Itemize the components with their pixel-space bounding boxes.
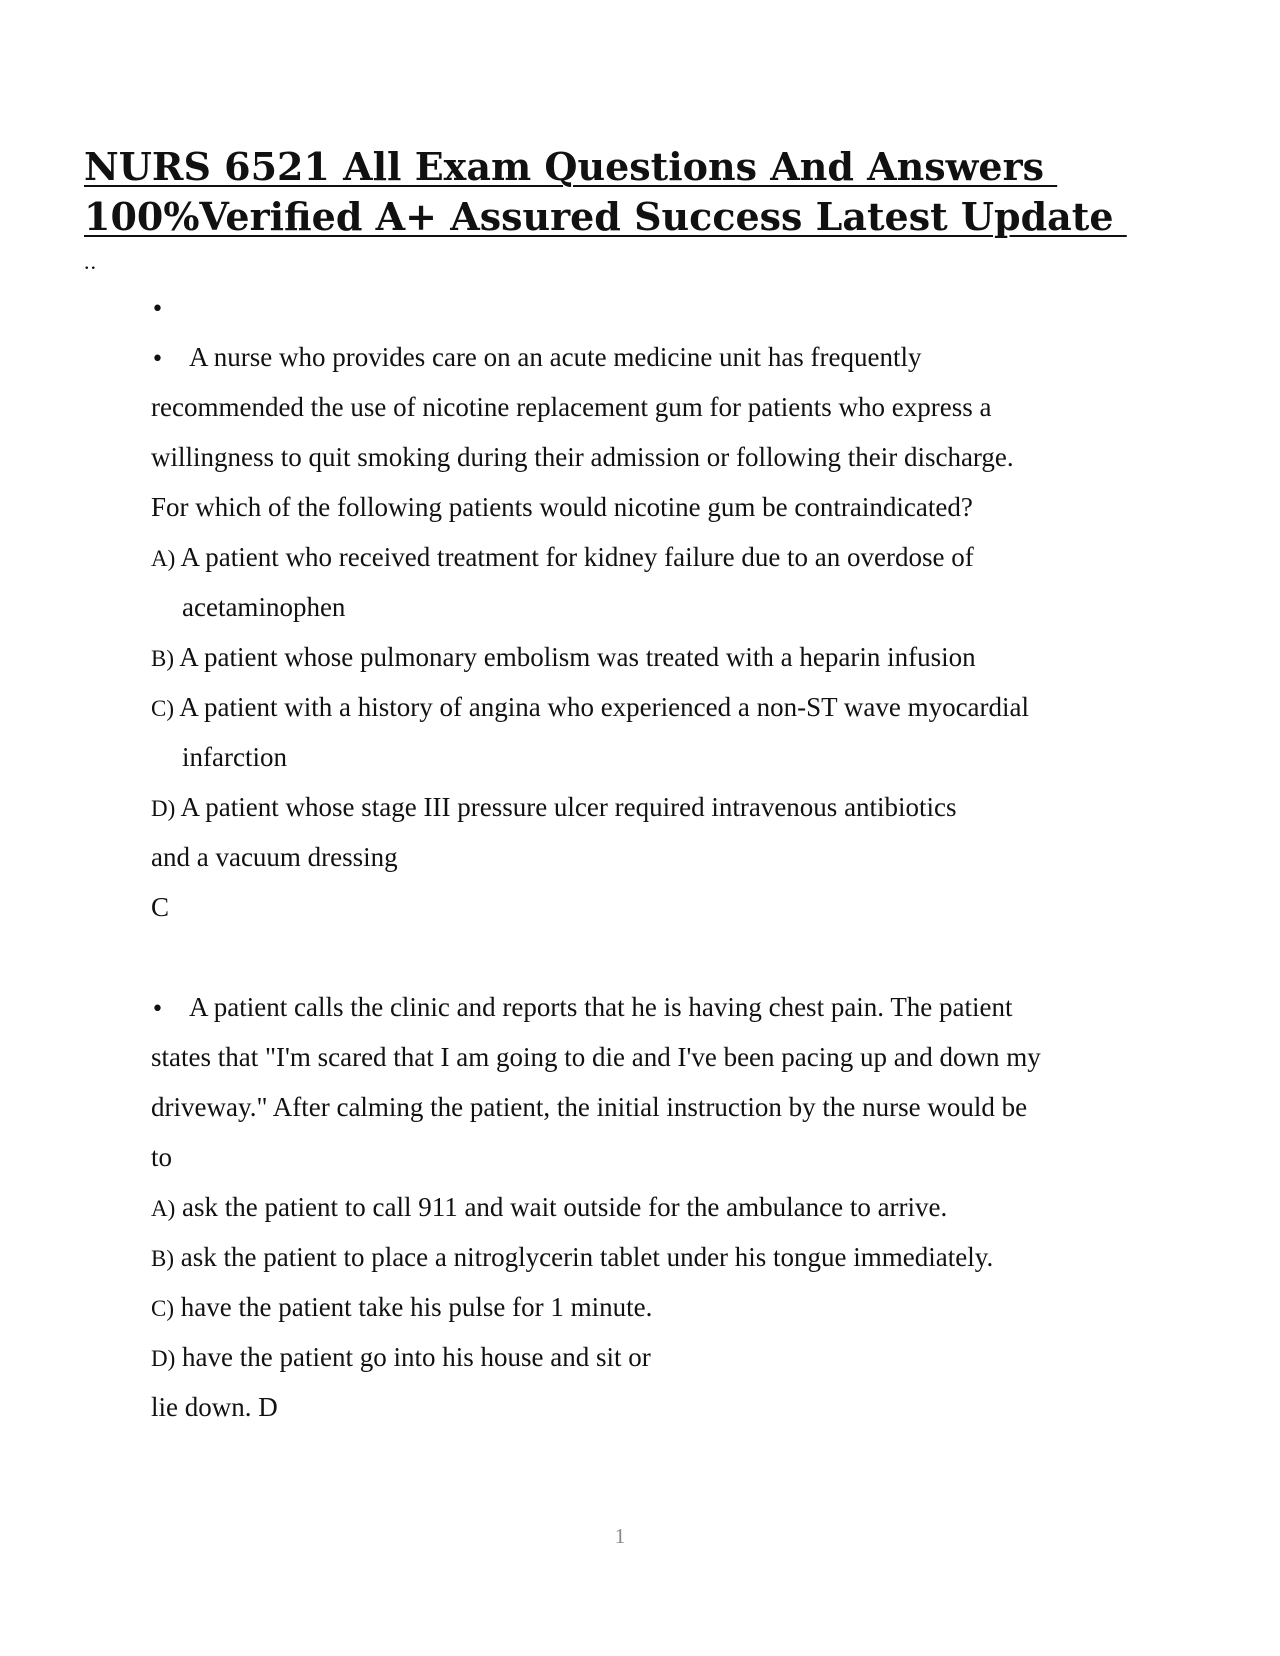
question-1-stem-line-3: willingness to quit smoking during their admission or following their discharge.	[151, 442, 1014, 472]
option-text: A patient who received treatment for kidney failure due to an overdose of	[180, 542, 974, 572]
bullet-icon: •	[151, 347, 164, 372]
option-text: have the patient go into his house and sit or	[182, 1342, 651, 1372]
option-letter: C)	[151, 696, 174, 721]
question-2-option-b	[151, 1232, 993, 1285]
question-1-stem-line-4: For which of the following patients would nicotine gum be contraindicated?	[151, 492, 973, 522]
question-2-option-a	[151, 1182, 947, 1235]
option-letter: C)	[151, 1296, 174, 1321]
question-2-trailing-line: lie down. D	[151, 1392, 278, 1422]
bullet-icon: •	[151, 297, 164, 322]
question-1-stem-line-2: recommended the use of nicotine replacement gum for patients who express a	[151, 392, 992, 422]
option-text: ask the patient to place a nitroglycerin tablet under his tongue immediately.	[180, 1242, 994, 1272]
question-1-trailing-line: and a vacuum dressing	[151, 842, 398, 872]
dots-separator: ..	[84, 249, 97, 274]
title-line-1: NURS 6521 All Exam Questions And Answers	[84, 144, 1058, 189]
question-1-option-d	[151, 782, 957, 835]
option-letter: A)	[151, 1196, 176, 1221]
stem-text: A patient calls the clinic and reports that he is having chest pain. The patient	[189, 992, 1013, 1022]
question-1-answer: C	[151, 892, 170, 922]
option-text: A patient with a history of angina who experienced a non-ST wave myocardial	[179, 692, 1030, 722]
option-letter: B)	[151, 1246, 174, 1271]
document-title	[84, 142, 1184, 242]
question-1-option-a-continued: acetaminophen	[182, 592, 346, 622]
title-line-2: 100%Verified A+ Assured Success Latest Update	[84, 194, 1127, 239]
question-2-stem-line-2: states that "I'm scared that I am going to die and I've been pacing up and down my	[151, 1042, 1041, 1072]
question-1-option-a	[151, 532, 974, 585]
question-1-option-b	[151, 632, 976, 685]
option-letter: A)	[151, 546, 176, 571]
question-1-option-c-continued: infarction	[182, 742, 287, 772]
page-number: 1	[614, 1524, 626, 1548]
stem-text: A nurse who provides care on an acute medicine unit has frequently	[189, 342, 922, 372]
question-1-option-c	[151, 682, 1029, 735]
question-2-stem-line-1	[151, 982, 1013, 1036]
option-letter: D)	[151, 1346, 176, 1371]
question-2-stem-line-3: driveway." After calming the patient, the initial instruction by the nurse would be	[151, 1092, 1028, 1122]
option-text: A patient whose stage III pressure ulcer required intravenous antibiotics	[180, 792, 957, 822]
question-2-option-c	[151, 1282, 652, 1335]
question-2-stem-line-4: to	[151, 1142, 173, 1172]
question-2-option-d	[151, 1332, 651, 1385]
question-1-stem-line-1	[151, 332, 922, 386]
option-text: have the patient take his pulse for 1 minute.	[180, 1292, 653, 1322]
option-text: ask the patient to call 911 and wait outside for the ambulance to arrive.	[182, 1192, 948, 1222]
option-letter: B)	[151, 646, 174, 671]
option-letter: D)	[151, 796, 176, 821]
option-text: A patient whose pulmonary embolism was treated with a heparin infusion	[179, 642, 976, 672]
bullet-icon: •	[151, 997, 164, 1022]
empty-bullet-item	[151, 282, 189, 336]
